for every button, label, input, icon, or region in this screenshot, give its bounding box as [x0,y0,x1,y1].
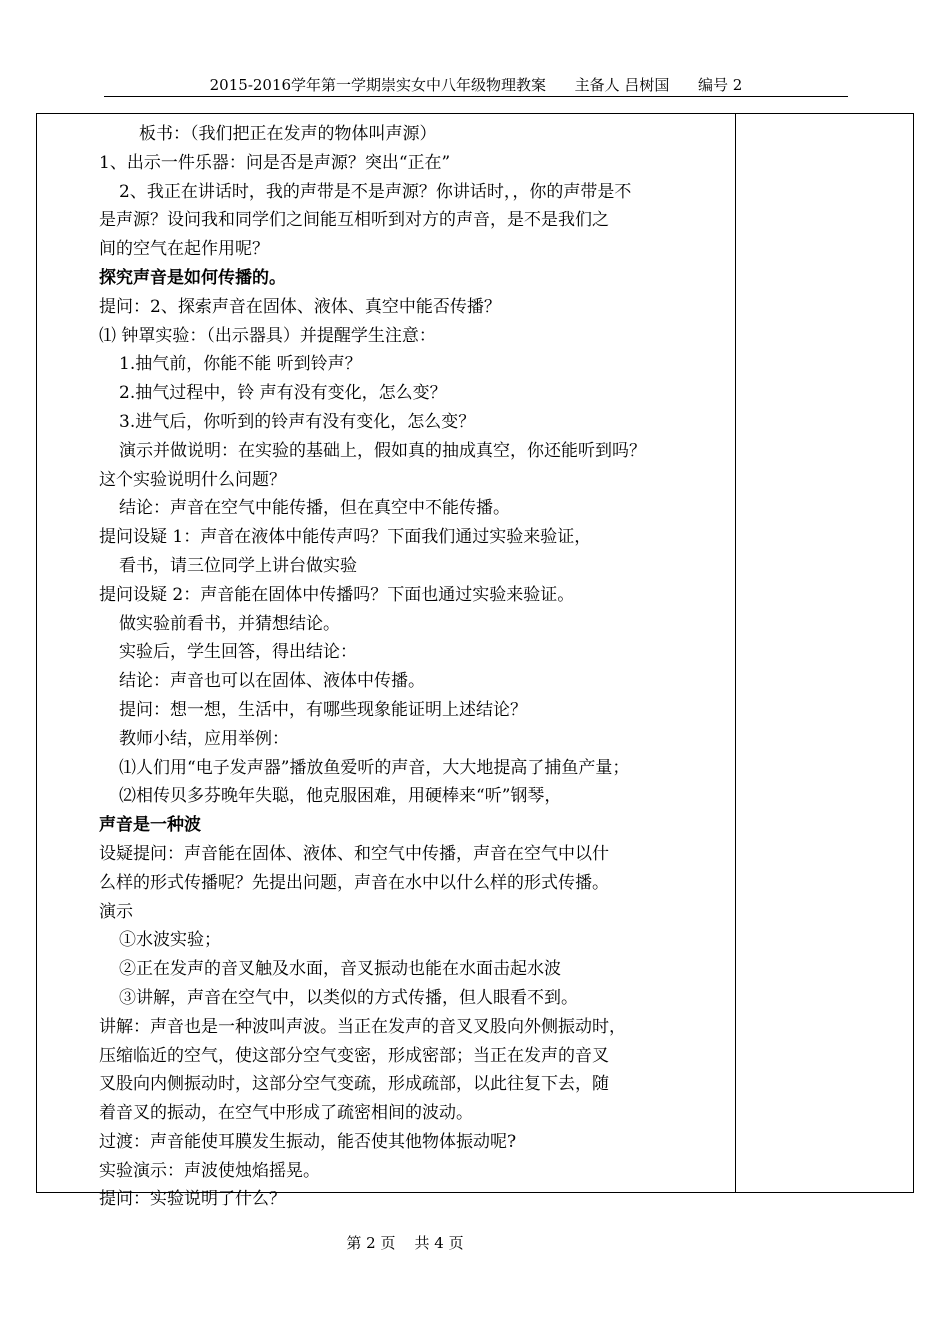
text-line: 1、出示一件乐器：问是否是声源？突出“正在” [99,152,451,173]
text-line: ⑵相传贝多芬晚年失聪，他克服困难，用硬棒来“听”钢琴， [119,786,562,807]
text-line: 压缩临近的空气，使这部分空气变密，形成密部；当正在发声的音叉 [99,1045,609,1066]
text-line: ①水波实验； [119,930,221,951]
text-line: ②正在发声的音叉触及水面，音叉振动也能在水面击起水波 [119,959,561,980]
text-line: 提问设疑 2：声音能在固体中传播吗？下面也通过实验来验证。 [99,584,575,605]
text-line: 是声源？设问我和同学们之间能互相听到对方的声音，是不是我们之 [99,210,609,231]
text-line: 做实验前看书，并猜想结论。 [119,613,340,634]
text-line: 叉股向内侧振动时，这部分空气变疏，形成疏部，以此往复下去，随 [99,1074,609,1095]
text-line: ⑴ 钟罩实验：（出示器具）并提醒学生注意： [99,325,436,346]
text-line: 提问：实验说明了什么？ [99,1189,286,1210]
text-line: 提问：想一想，生活中，有哪些现象能证明上述结论？ [119,699,527,720]
text-line: 实验后，学生回答，得出结论： [119,642,357,663]
text-line: 2.抽气过程中，铃 声有没有变化，怎么变？ [119,383,447,404]
lesson-table [36,113,914,1210]
text-line: 这个实验说明什么问题？ [99,469,286,490]
lesson-content [99,120,739,1214]
text-line: 讲解：声音也是一种波叫声波。当正在发声的音叉叉股向外侧振动时， [99,1016,626,1037]
text-line: 演示并做说明：在实验的基础上，假如真的抽成真空，你还能听到吗？ [119,440,646,461]
text-line: 演示 [99,901,133,922]
text-line: 间的空气在起作用呢？ [99,239,269,260]
text-line: 提问设疑 1：声音在液体中能传声吗？下面我们通过实验来验证， [99,527,592,548]
text-line: ③讲解，声音在空气中，以类似的方式传播，但人眼看不到。 [119,987,578,1008]
text-line: 设疑提问：声音能在固体、液体、和空气中传播，声音在空气中以什 [99,843,609,864]
text-line: 3.进气后，你听到的铃声有没有变化，怎么变？ [119,411,476,432]
text-line: 过渡：声音能使耳膜发生振动，能否使其他物体振动呢? [99,1131,517,1152]
page-footer: 第 2 页 共 4 页 [346,1234,464,1252]
text-line: 结论：声音也可以在固体、液体中传播。 [119,671,425,692]
text-line: 结论：声音在空气中能传播，但在真空中不能传播。 [119,498,510,519]
text-line: 1.抽气前，你能不能 听到铃声？ [119,354,362,375]
text-line: 实验演示：声波使烛焰摇晃。 [99,1160,320,1181]
text-line: ⑴人们用“电子发声器”播放鱼爱听的声音，大大地提高了捕鱼产量； [119,757,630,778]
text-line: 板书：（我们把正在发声的物体叫声源） [139,124,437,144]
text-line: 教师小结，应用举例： [119,728,289,749]
text-line: 么样的形式传播呢？先提出问题，声音在水中以什么样的形式传播。 [99,872,609,893]
text-line: 着音叉的振动，在空气中形成了疏密相间的波动。 [99,1103,473,1124]
text-line: 看书，请三位同学上讲台做实验 [119,555,357,576]
section-heading: 声音是一种波 [99,815,201,836]
section-heading: 探究声音是如何传播的。 [99,267,286,288]
text-line: 提问：2、探索声音在固体、液体、真空中能否传播？ [99,296,501,317]
page-header: 2015-2016学年第一学期崇实女中八年级物理教案 主备人 吕树国 编号 2 [104,74,848,97]
text-line: 2、我正在讲话时，我的声带是不是声源？你讲话时，，你的声带是不 [119,181,632,202]
